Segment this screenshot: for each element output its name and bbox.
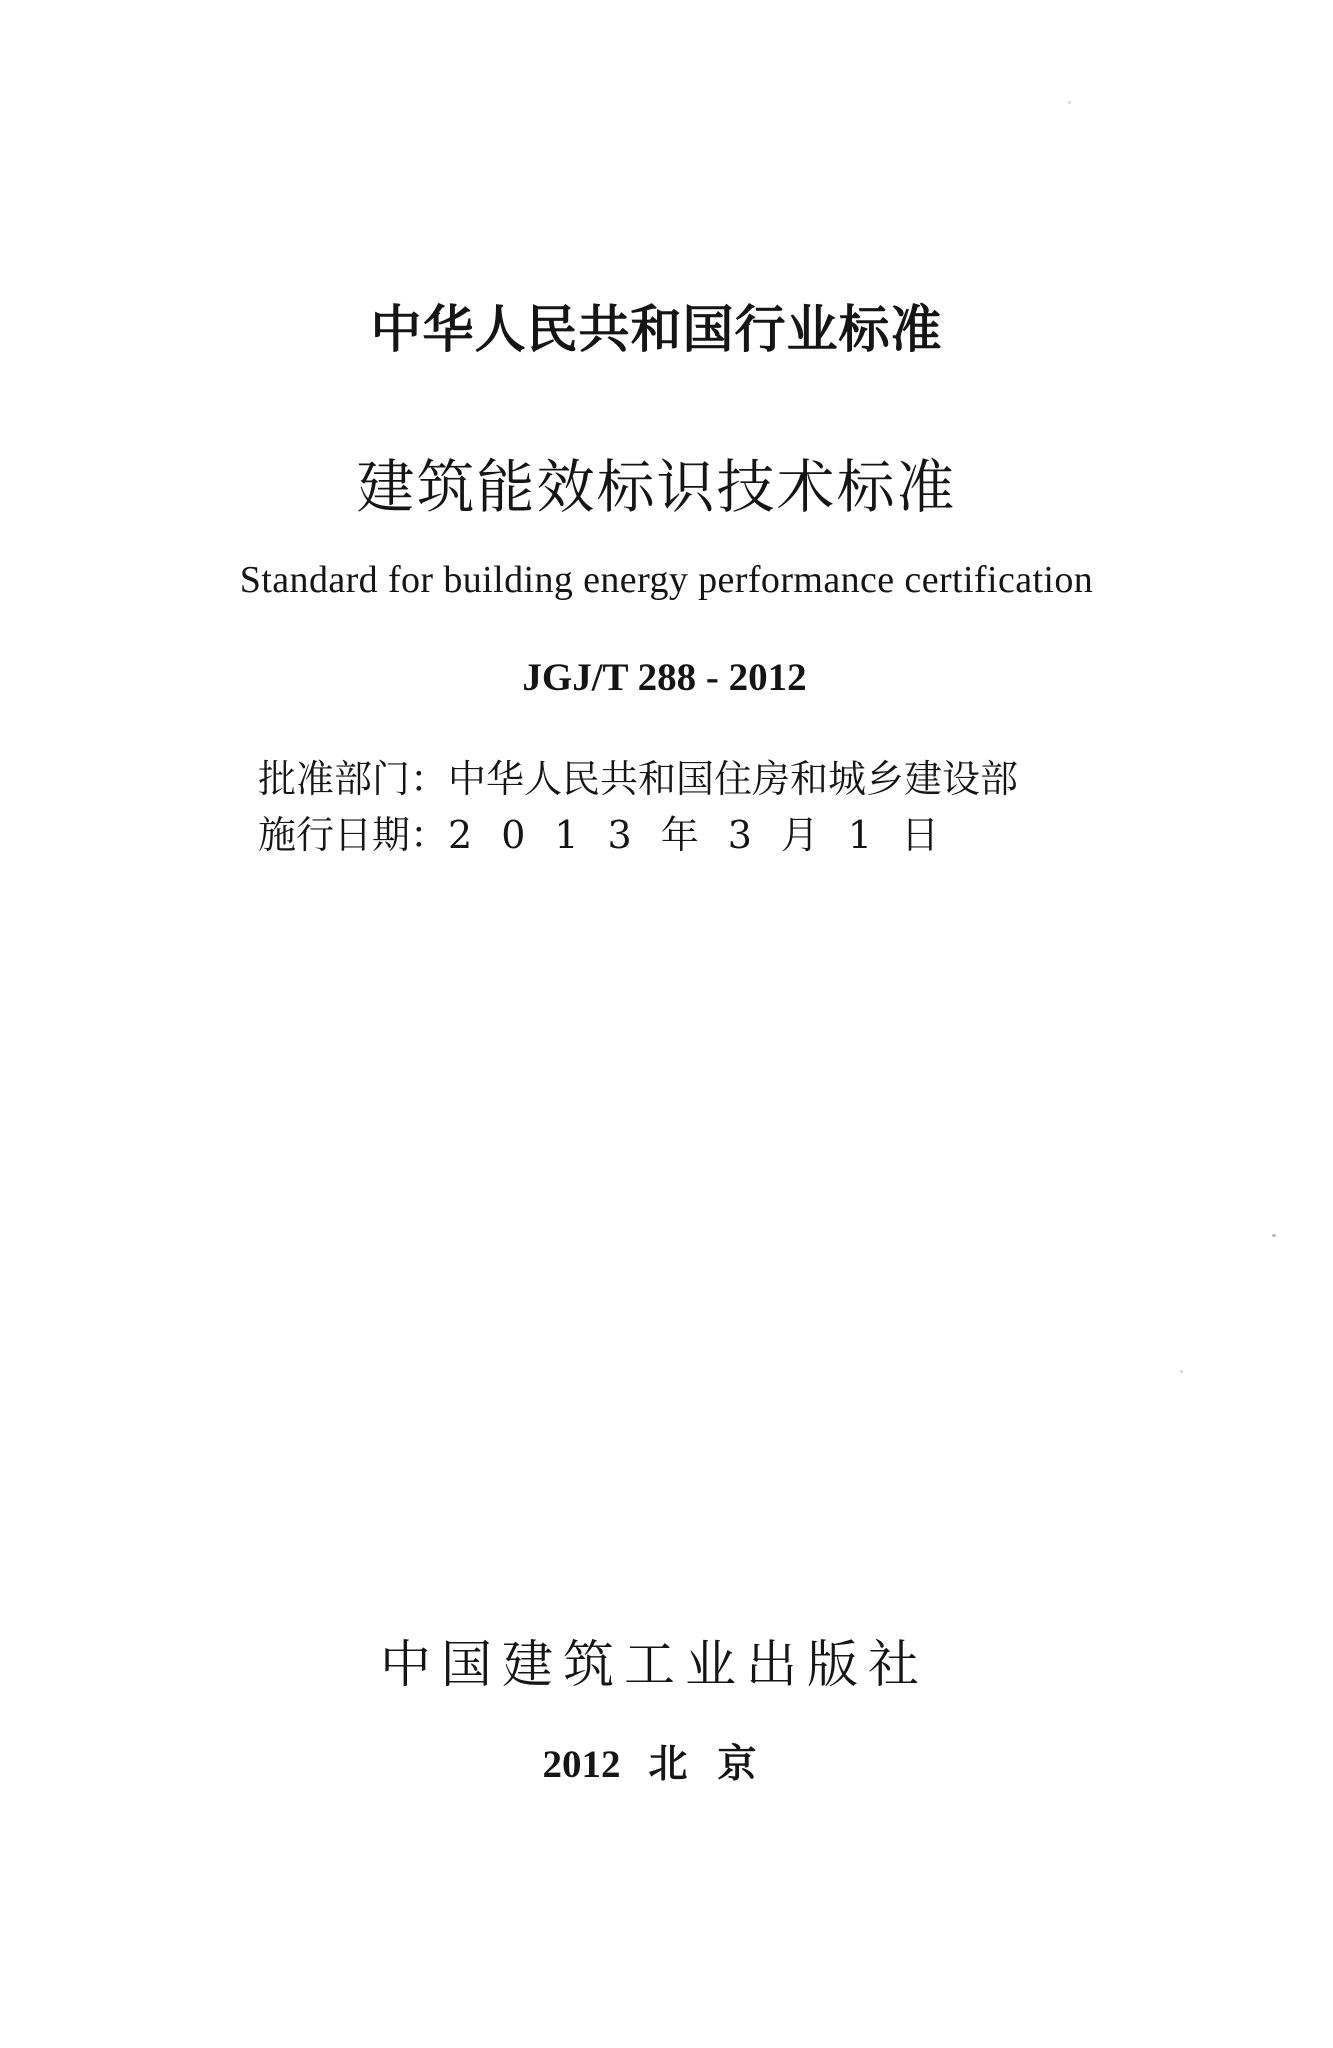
chinese-document-title: 建筑能效标识技术标准 xyxy=(356,453,957,521)
approval-department-row xyxy=(258,754,1018,804)
english-document-title: Standard for building energy performance certification xyxy=(239,559,1094,601)
scan-speck xyxy=(1272,1234,1276,1237)
effective-date-value: 2013年3月1日 xyxy=(448,813,969,857)
standard-code: JGJ/T 288 - 2012 xyxy=(522,656,807,699)
scan-speck xyxy=(1068,101,1071,104)
publication-year-city xyxy=(0,1733,1331,1789)
publisher-name: 中国建筑工业出版社 xyxy=(379,1636,929,1695)
effective-date-row xyxy=(258,810,968,860)
publication-year: 2012 xyxy=(542,1743,621,1786)
approval-department-label: 批准部门： xyxy=(258,757,449,801)
effective-date-label: 施行日期： xyxy=(258,813,449,857)
scan-speck xyxy=(1180,1370,1183,1373)
approval-department-value: 中华人民共和国住房和城乡建设部 xyxy=(448,757,1019,801)
publication-city: 北京 xyxy=(648,1742,787,1787)
industry-standard-heading: 中华人民共和国行业标准 xyxy=(370,301,943,360)
